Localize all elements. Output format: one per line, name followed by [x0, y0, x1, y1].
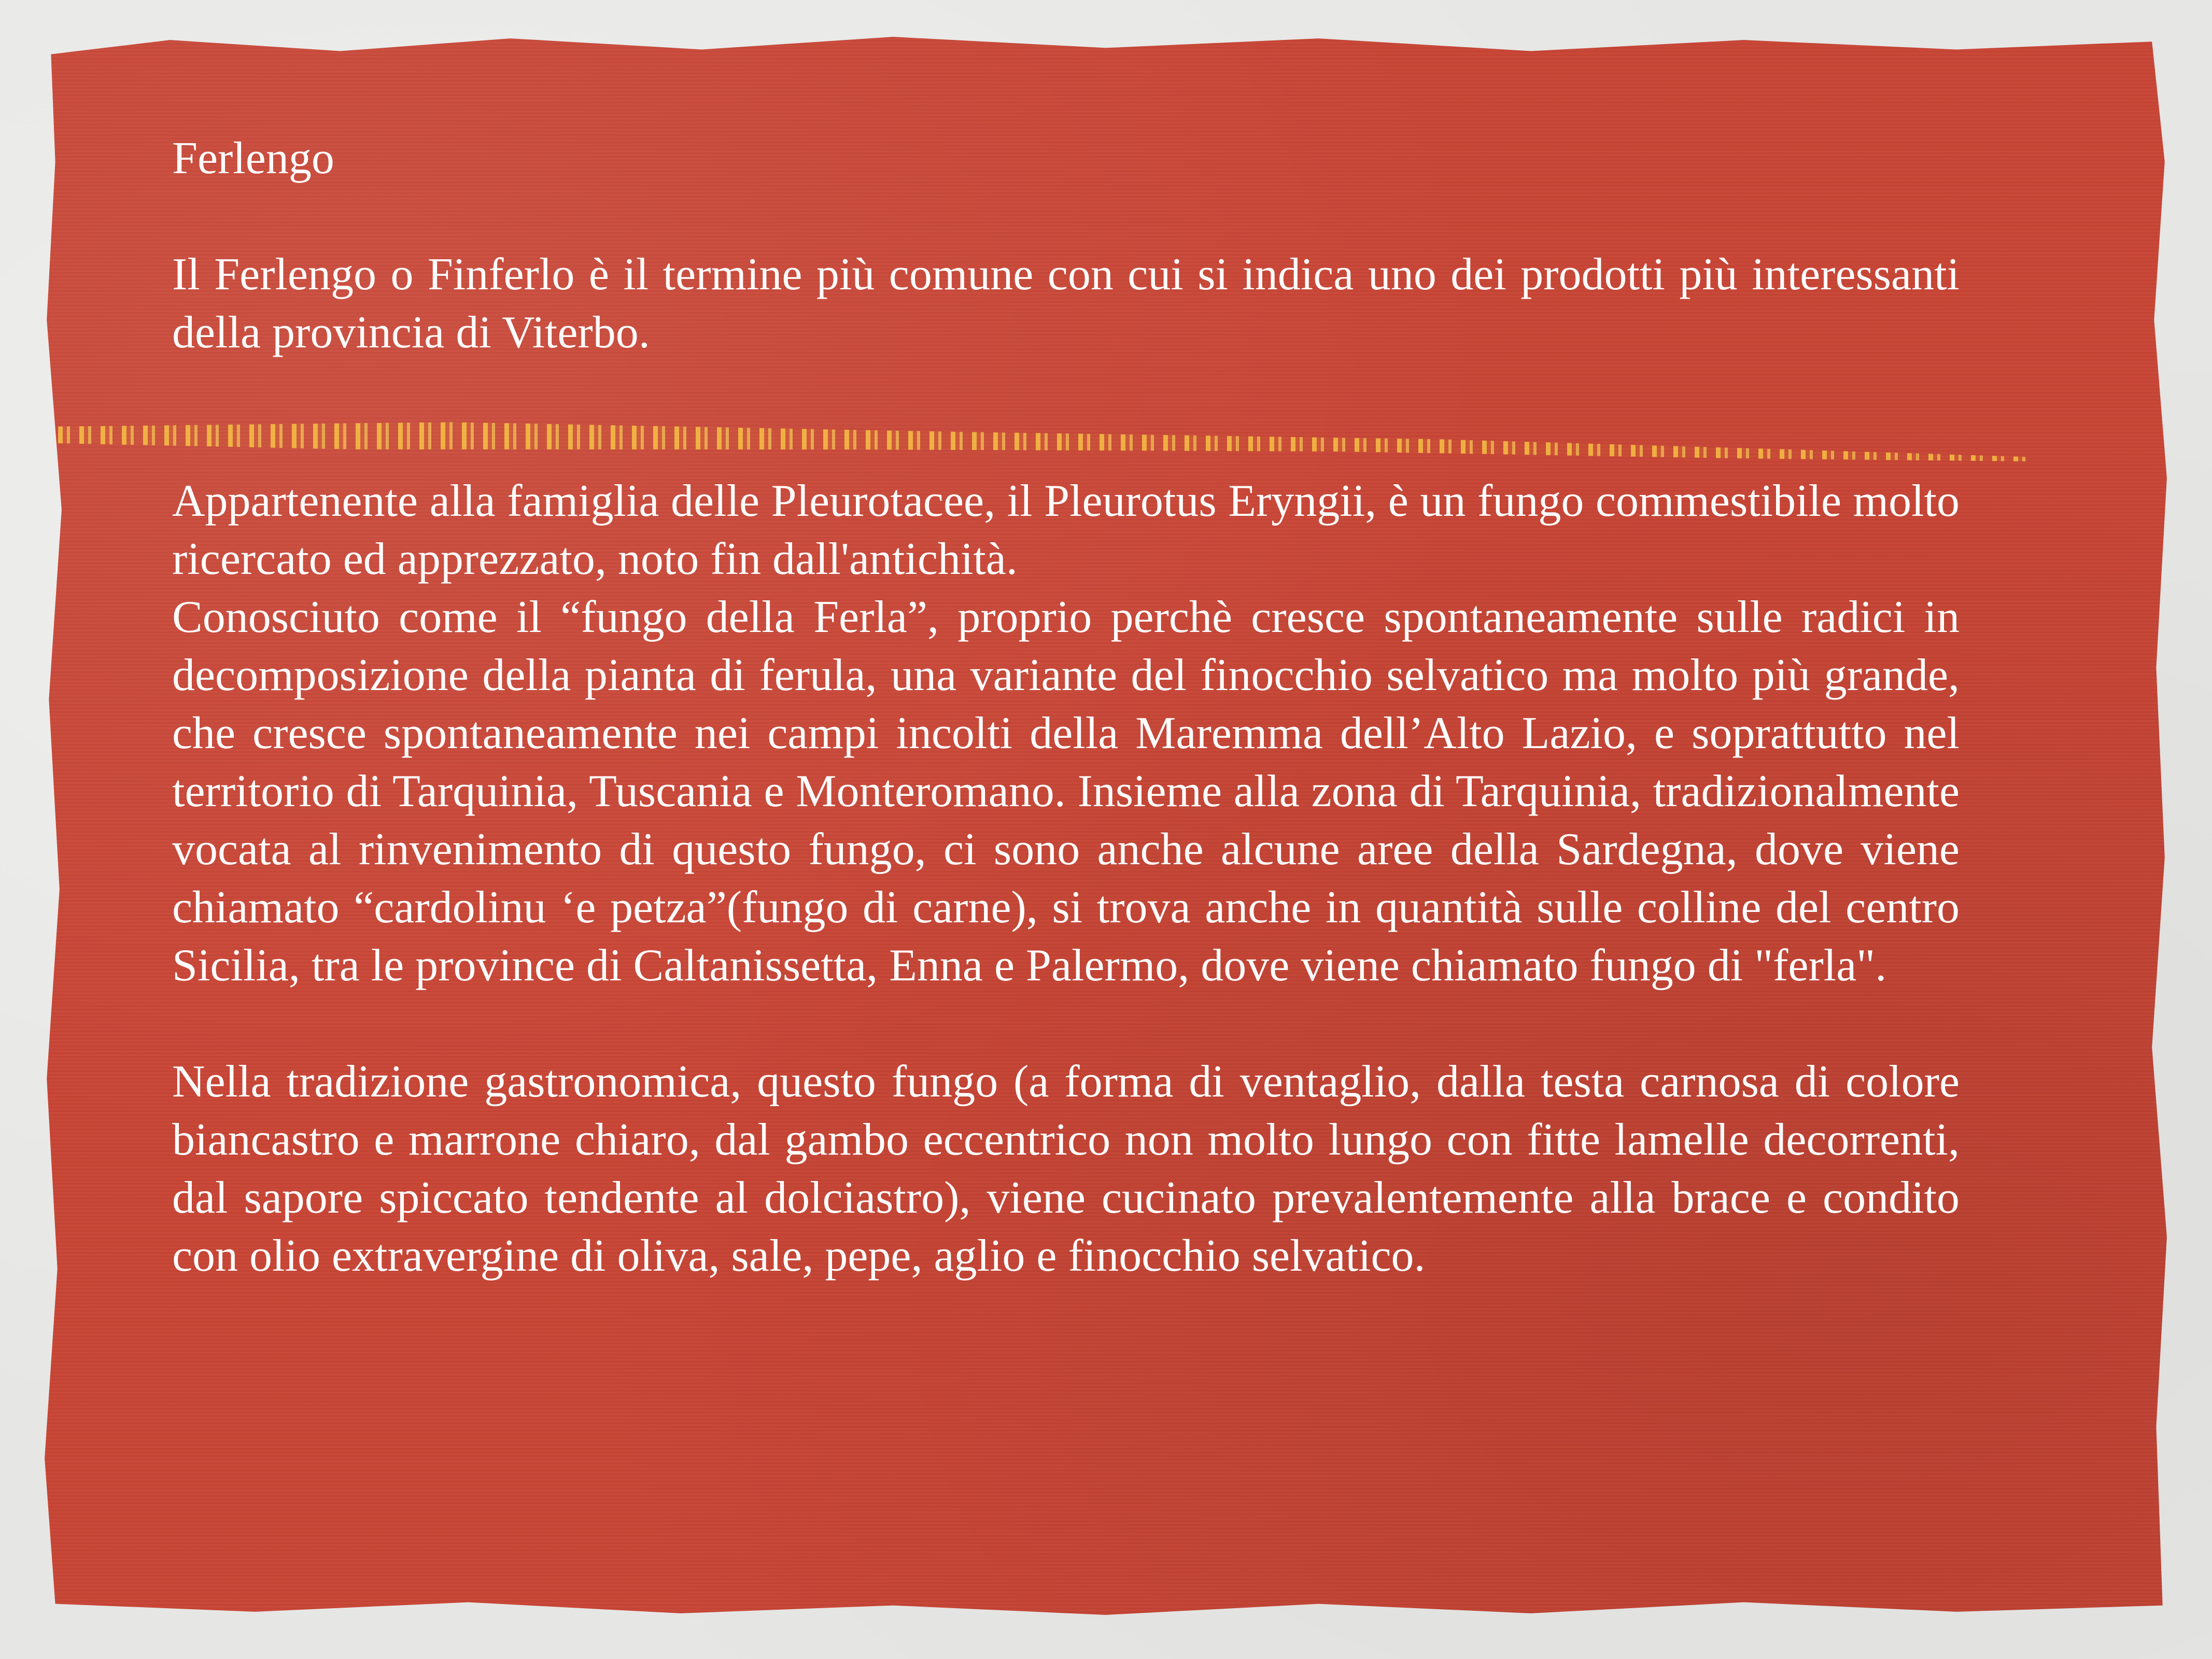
slide-content: [172, 130, 1960, 1285]
gastronomy-paragraph: Nella tradizione gastronomica, questo fungo (a forma di ventaglio, dalla testa carnosa di colore biancastro e marrone chiaro, dal gambo eccentrico non molto lungo con fitte lamelle decorrenti, dal sapore spiccato tendente al dolciastro), viene cucinato prevalentemente alla brace e condito con olio extravergine di oliva, sale, pepe, aglio e finocchio selvatico.: [172, 1057, 1960, 1281]
family-paragraph: Appartenente alla famiglia delle Pleurotacee, il Pleurotus Eryngii, è un fungo commestibile molto ricercato ed apprezzato, noto fin dall'antichità.: [172, 476, 1960, 584]
spacer: [172, 362, 1960, 472]
spacer: [172, 995, 1960, 1053]
slide-title: Ferlengo: [172, 133, 334, 184]
intro-paragraph: Il Ferlengo o Finferlo è il termine più comune con cui si indica uno dei prodotti più interessanti della provincia di Viterbo.: [172, 249, 1960, 358]
origin-paragraph: Conosciuto come il “fungo della Ferla”, proprio perchè cresce spontaneamente sulle radici in decomposizione della pianta di ferula, una variante del finocchio selvatico ma molto più grande, che cresce spontaneamente nei campi incolti della Maremma dell’Alto Lazio, e soprattutto nel territorio di Tarquinia, Tuscania e Monteromano. Insieme alla zona di Tarquinia, tradizionalmente vocata al rinvenimento di questo fungo, ci sono anche alcune aree della Sardegna, dove viene chiamato “cardolinu ‘e petza”(fungo di carne), si trova anche in quantità sulle colline del centro Sicilia, tra le province di Caltanissetta, Enna e Palermo, dove viene chiamato fungo di "ferla".: [172, 592, 1960, 991]
